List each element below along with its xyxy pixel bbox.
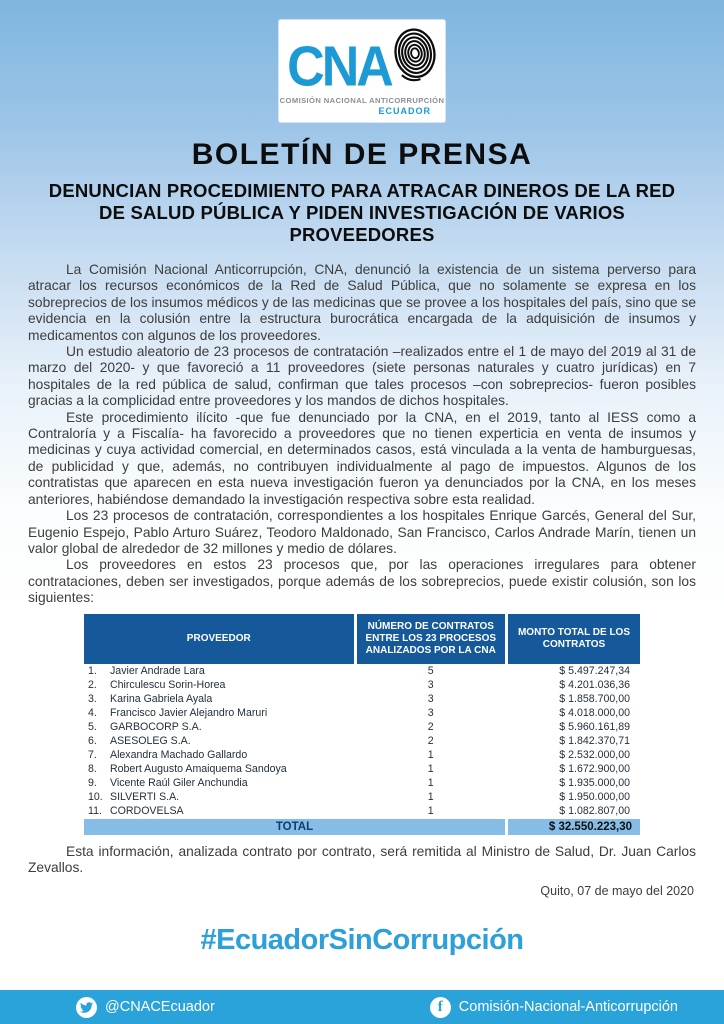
row-number: 11. xyxy=(88,805,102,818)
campaign-hashtag: #EcuadorSinCorrupción xyxy=(200,924,524,957)
total-label: TOTAL xyxy=(84,819,505,835)
provider-name: Javier Andrade Lara xyxy=(110,665,205,678)
contracts-amount: $ 5.497.247,34 xyxy=(559,665,630,678)
contracts-amount: $ 5.960.161,89 xyxy=(559,721,630,734)
provider-name: Chirculescu Sorin-Horea xyxy=(110,679,226,692)
contracts-count: 3 xyxy=(427,679,434,692)
table-total-row xyxy=(84,819,640,835)
table-row xyxy=(84,791,640,804)
total-amount: $ 32.550.223,30 xyxy=(508,819,640,835)
body-paragraph: Los 23 procesos de contratación, correspondientes a los hospitales Enrique Garcés, General del Sur, Eugenio Espejo, Pablo Arturo Suárez, Teodoro Maldonado, San Francisco, Carlos Andrade Marín, tienen un valor global de alrededor de 32 millones y medio de dólares. xyxy=(28,508,696,556)
provider-name: Robert Augusto Amaiquema Sandoya xyxy=(110,763,287,776)
contracts-count: 1 xyxy=(427,777,434,790)
provider-name: Francisco Javier Alejandro Maruri xyxy=(110,707,268,720)
contracts-amount: $ 1.672.900,00 xyxy=(559,763,630,776)
contracts-amount: $ 4.018.000,00 xyxy=(559,707,630,720)
table-row xyxy=(84,777,640,790)
twitter-handle[interactable]: @CNACEcuador xyxy=(105,999,215,1015)
contracts-amount: $ 1.858.700,00 xyxy=(559,693,630,706)
body-paragraphs xyxy=(28,262,696,607)
table-header-proveedor: PROVEEDOR xyxy=(84,614,354,664)
table-row xyxy=(84,749,640,762)
table-row xyxy=(84,679,640,692)
page-subtitle: DENUNCIAN PROCEDIMIENTO PARA ATRACAR DINEROS DE LA RED DE SALUD PÚBLICA Y PIDEN INVESTIGACIÓN DE VARIOS PROVEEDORES xyxy=(48,180,676,245)
facebook-link[interactable] xyxy=(430,997,678,1018)
row-number: 10. xyxy=(88,791,103,804)
twitter-icon[interactable] xyxy=(76,997,97,1018)
contracts-count: 1 xyxy=(427,805,434,818)
row-number: 2. xyxy=(88,679,97,692)
contracts-count: 2 xyxy=(427,735,434,748)
social-footer xyxy=(0,990,724,1024)
provider-name: CORDOVELSA xyxy=(110,805,184,818)
contracts-amount: $ 1.842.370,71 xyxy=(559,735,630,748)
contracts-amount: $ 4.201.036,36 xyxy=(559,679,630,692)
body-paragraph: Un estudio aleatorio de 23 procesos de contratación –realizados entre el 1 de mayo del 2019 al 31 de marzo del 2020- y que favoreció a 11 proveedores (siete personas naturales y cuatro jurídicas) en 7 hospitales de la red pública de salud, confirman que tales procesos –con sobreprecios- fueron posibles gracias a la complicidad entre proveedores y los mandos de dichos hospitales. xyxy=(28,344,696,409)
row-number: 7. xyxy=(88,749,97,762)
table-body xyxy=(84,665,640,818)
providers-table xyxy=(81,613,643,836)
row-number: 4. xyxy=(88,707,97,720)
twitter-link[interactable] xyxy=(76,997,215,1018)
fingerprint-icon xyxy=(393,26,437,89)
table-row xyxy=(84,763,640,776)
contracts-amount: $ 1.082.807,00 xyxy=(559,805,630,818)
row-number: 5. xyxy=(88,721,97,734)
provider-name: Vicente Raúl Giler Anchundia xyxy=(110,777,248,790)
cna-logo-country: ECUADOR xyxy=(378,106,431,116)
contracts-amount: $ 1.950.000,00 xyxy=(559,791,630,804)
contracts-count: 3 xyxy=(427,693,434,706)
body-paragraph: Los proveedores en estos 23 procesos que, por las operaciones irregulares para obtener contrataciones, deben ser investigados, porque además de los sobreprecios, puede existir colusión, son los siguientes: xyxy=(28,557,696,606)
provider-name: ASESOLEG S.A. xyxy=(110,735,191,748)
row-number: 3. xyxy=(88,693,97,706)
table-row xyxy=(84,735,640,748)
provider-name: Karina Gabriela Ayala xyxy=(110,693,213,706)
page-title: BOLETÍN DE PRENSA xyxy=(191,138,533,171)
contracts-count: 2 xyxy=(427,721,434,734)
body-paragraph: Este procedimiento ilícito -que fue denunciado por la CNA, en el 2019, tanto al IESS como a Contraloría y a Fiscalía- ha favorecido a proveedores que no tienen experticia en venta de insumos y medicinas y cuya actividad comercial, en determinados casos, está vinculada a la venta de hamburguesas, de publicidad y que, además, no contribuyen individualmente al pago de impuestos. Algunos de los contratistas que aparecen en esta nueva investigación fueron ya denunciados por la CNA, en los meses anteriores, habiéndose demandado la investigación respectiva sobre esta realidad. xyxy=(28,409,696,507)
cna-logo-acronym: CNA xyxy=(287,35,391,99)
row-number: 1. xyxy=(88,665,97,678)
cna-logo-org-name: COMISIÓN NACIONAL ANTICORRUPCIÓN xyxy=(279,96,445,105)
table-header-monto: MONTO TOTAL DE LOS CONTRATOS xyxy=(508,614,640,664)
provider-name: GARBOCORP S.A. xyxy=(110,721,202,734)
contracts-count: 5 xyxy=(427,665,434,678)
table-row xyxy=(84,805,640,818)
row-number: 9. xyxy=(88,777,97,790)
facebook-name[interactable]: Comisión-Nacional-Anticorrupción xyxy=(458,999,678,1015)
cna-logo xyxy=(279,20,445,122)
closing-paragraph-wrap xyxy=(28,844,696,877)
table-row xyxy=(84,721,640,734)
body-paragraph: La Comisión Nacional Anticorrupción, CNA, denunció la existencia de un sistema perverso para atracar los recursos económicos de la Red de Salud Pública, que no solamente se expresa en los sobreprecios de los insumos médicos y de las medicinas que se provee a los hospitales del país, sino que se evidencia en la colusión entre la estructura burocrática encargada de la adquisición de insumos y medicamentos con algunos de los proveedores. xyxy=(28,262,696,343)
contracts-amount: $ 2.532.000,00 xyxy=(559,749,630,762)
row-number: 8. xyxy=(88,763,97,776)
contracts-count: 1 xyxy=(427,791,434,804)
contracts-count: 1 xyxy=(427,763,434,776)
closing-paragraph: Esta información, analizada contrato por contrato, será remitida al Ministro de Salud, Dr. Juan Carlos Zevallos. xyxy=(28,843,696,875)
contracts-amount: $ 1.935.000,00 xyxy=(559,777,630,790)
facebook-icon[interactable]: f xyxy=(430,997,451,1018)
table-row xyxy=(84,693,640,706)
table-row xyxy=(84,665,640,678)
provider-name: SILVERTI S.A. xyxy=(110,791,180,804)
dateline: Quito, 07 de mayo del 2020 xyxy=(540,884,694,899)
table-header-contratos: NÚMERO DE CONTRATOS ENTRE LOS 23 PROCESOS ANALIZADOS POR LA CNA xyxy=(357,614,506,664)
table-row xyxy=(84,707,640,720)
contracts-count: 1 xyxy=(427,749,434,762)
contracts-count: 3 xyxy=(427,707,434,720)
provider-name: Alexandra Machado Gallardo xyxy=(110,749,248,762)
row-number: 6. xyxy=(88,735,97,748)
